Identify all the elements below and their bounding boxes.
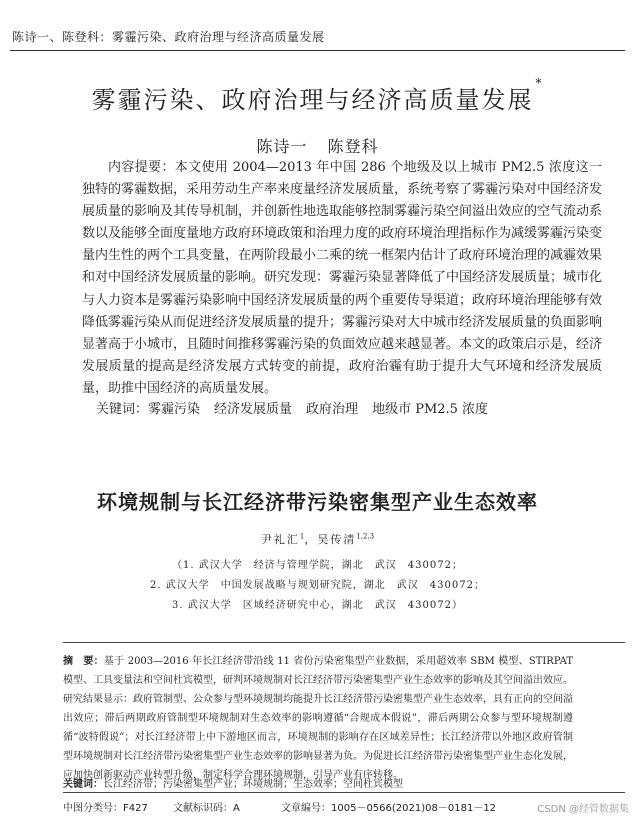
header-divider (10, 50, 625, 51)
paper1-authors (0, 134, 635, 157)
running-header: 陈诗一、陈登科：雾霾污染、政府治理与经济高质量发展 (12, 30, 325, 44)
paper1-abstract: 内容提要：本文使用 2004—2013 年中国 286 个地级及以上城市 PM2.5 浓度这一独特的雾霾数据，采用劳动生产率来度量经济发展质量，系统考察了雾霾污染对中国经济发展质量的影响及其传导机制，并创新性地选取能够控制雾霾污染空间溢出效应的空气流动系数以及能够全面度量地方政府环境政策和治理力度的政府环境治理指标作为减缓雾霾污染变量内生性的两个工具变量，在两阶段最小二乘的统一框架内估计了政府环境治理的减霾效果和对中国经济发展质量的影响。研究发现：雾霾污染显著降低了中国经济发展质量；城市化与人力资本是雾霾污染影响中国经济发展质量的两个重要传导渠道；政府环境治理能够有效降低雾霾污染从而促进经济发展质量的提升；雾霾污染对大中城市经济发展质量的负面影响显著高于小城市，且随时间推移雾霾污染的负面效应越来越显著。本文的政策启示是，经济发展质量的提高是经济发展方式转变的前提，政府治霾有助于提升大气环境和经济发展质量，助推中国经济的高质量发展。 (82, 160, 603, 396)
paper1-keywords (96, 398, 502, 417)
paper2-abstract (63, 652, 573, 785)
paper1-author: 陈登科 (327, 137, 379, 156)
paper1-keywords-label: 关键词： (96, 402, 149, 417)
paper2-author-affil-mark: 1 (299, 532, 305, 541)
paper1-title-footnote-mark: * (535, 76, 544, 90)
paper2-abstract-label: 摘 要： (63, 656, 104, 667)
watermark: CSDN @经管数据集 (537, 804, 629, 815)
classification-row (63, 799, 496, 814)
paper2-keywords-label: 关键词： (63, 779, 103, 790)
class-no-label: 中图分类号： (63, 803, 123, 814)
paper1-keyword: 地级市 PM2.5 浓度 (372, 402, 489, 417)
doc-code-label: 文献标识码： (173, 803, 233, 814)
paper2-affiliation: 2. 武汉大学 中国发展战略与规划研究院，湖北 武汉 430072； (150, 580, 485, 591)
paper1-author: 陈诗一 (256, 137, 308, 156)
paper1-title-text: 雾霾污染、政府治理与经济高质量发展 (91, 86, 534, 114)
paper2-authors: 尹礼汇$^1$，吴传清$^{1,2,3}$ (260, 532, 375, 546)
paper1-keyword: 雾霾污染 (148, 402, 201, 417)
paper1-keyword: 经济发展质量 (214, 402, 293, 417)
paper2-author: 吴传清 (317, 533, 357, 546)
paper2-affiliation: （1. 武汉大学 经济与管理学院，湖北 武汉 430072； (172, 560, 463, 571)
keywords-bottom-divider (63, 792, 625, 793)
paper1-keyword: 政府治理 (306, 402, 359, 417)
paper2-affiliation: 3. 武汉大学 区域经济研究中心，湖北 武汉 430072） (172, 600, 463, 611)
article-no-value: 1005－0566(2021)08－0181－12 (331, 803, 497, 814)
class-no-value: F427 (123, 803, 148, 814)
paper1-title (0, 76, 635, 115)
paper2-author-affil-mark: 1,2,3 (356, 532, 375, 541)
doc-code-value: A (233, 803, 240, 814)
paper2-abstract-text: 基于 2003—2016 年长江经济带沿线 11 省份污染密集型产业数据，采用超效率 SBM 模型、STIRPAT 模型、工具变量法和空间杜宾模型，研判环境规制对长江经济带污染密集型产业生态效率的影响及其空间溢出效应。研究结果显示：政府管制型、公众参与型环境规制均能提升长江经济带污染密集型产业生态效率，具有正向的空间溢出效应；滞后两期政府管制型环境规制对生态效率的影响遵循“合规成本假说”，滞后两期公众参与型环境规制遵循“波特假说”；对长江经济带上中下游地区而言，环境规制的影响存在区域差异性；长江经济带以外地区政府管制型环境规制对长江经济带污染密集型产业生态效率的影响显著为负。为促进长江经济带污染密集型产业生态化发展，应加快创新驱动产业转型升级，制定科学合理环境规制，引导产业有序转移。 (63, 656, 573, 781)
abstract-top-divider (63, 642, 625, 643)
paper2-keywords (63, 775, 403, 790)
article-no-label: 文章编号： (281, 803, 331, 814)
paper2-title: 环境规制与长江经济带污染密集型产业生态效率 (97, 490, 538, 514)
paper2-keywords-text: 长江经济带；污染密集型产业；环境规制；生态效率；空间杜宾模型 (103, 779, 403, 790)
paper2-author: 尹礼汇 (260, 533, 300, 546)
